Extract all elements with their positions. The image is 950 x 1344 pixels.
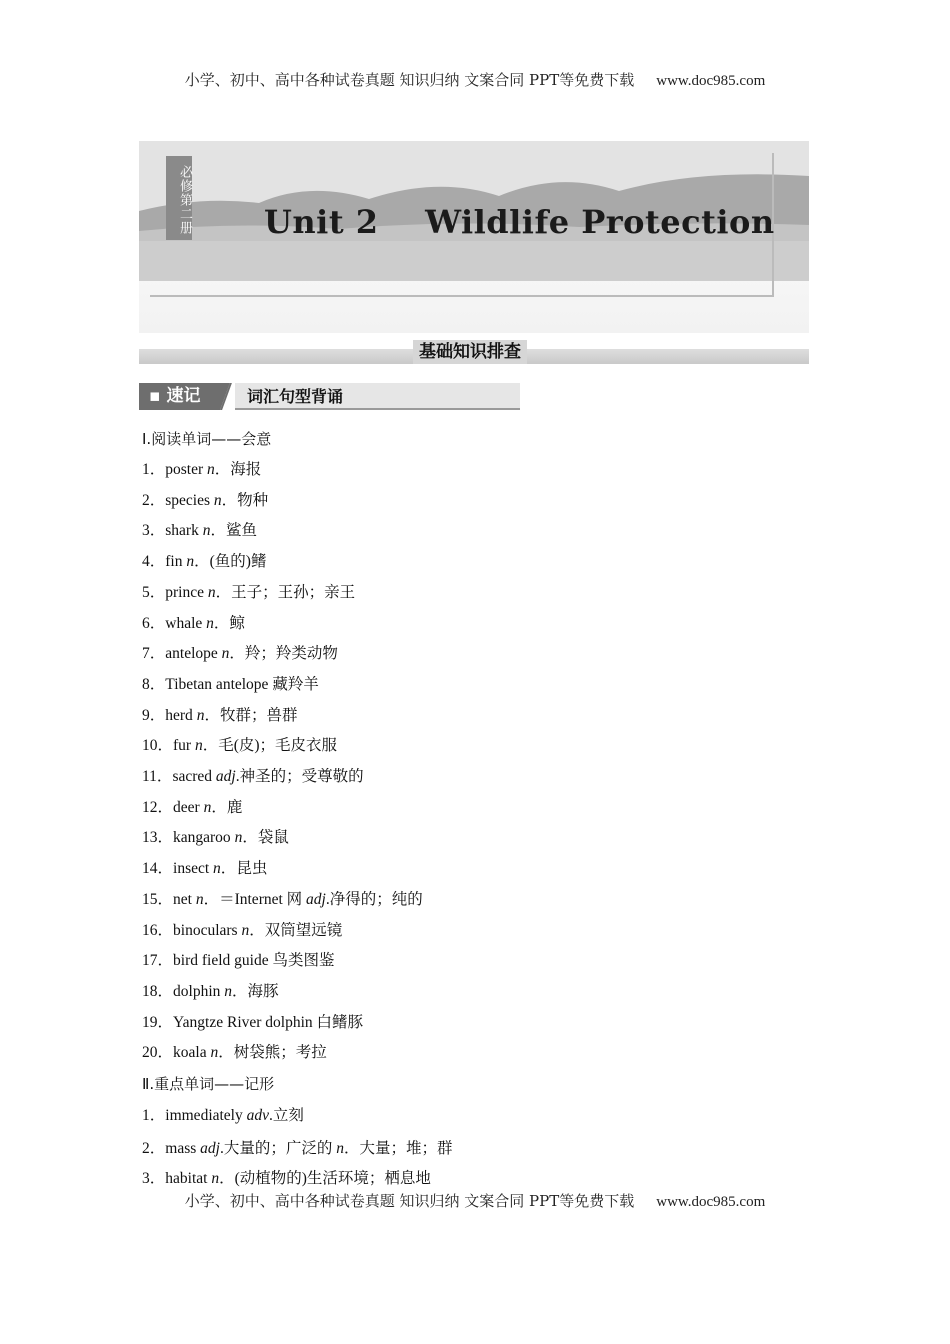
section-title: 基础知识排查 — [413, 340, 527, 364]
vocab-item — [142, 644, 338, 664]
part-of-speech: n — [213, 860, 221, 877]
item-number: 14． — [142, 860, 174, 877]
item-number: 5． — [142, 584, 166, 601]
item-word: shark — [165, 522, 203, 539]
item-meaning: 羚；羚类动物 — [244, 645, 338, 662]
part-of-speech: adj — [215, 768, 236, 785]
part-of-speech: n — [202, 522, 211, 539]
item-word: poster — [165, 461, 208, 478]
item-meaning: 袋鼠 — [257, 829, 289, 846]
unit-banner — [139, 141, 809, 333]
item-word: sacred — [172, 768, 216, 785]
part-of-speech: adj — [200, 1140, 220, 1157]
part-heading: Ⅰ.阅读单词——会意 — [142, 430, 272, 448]
separator: ． — [202, 737, 219, 754]
header-site: www.doc985.com — [656, 73, 766, 89]
vocab-item — [142, 921, 342, 941]
item-number: 3． — [142, 1170, 166, 1187]
item-word: bird field guide — [173, 952, 273, 969]
part-of-speech: n — [210, 1044, 219, 1061]
item-meaning-2: 净得的；纯的 — [329, 891, 423, 908]
part-of-speech: n — [203, 799, 212, 816]
part-of-speech: n — [195, 891, 204, 908]
item-word: dolphin — [173, 983, 225, 1000]
page-header — [0, 69, 950, 90]
item-number: 17． — [142, 952, 174, 969]
item-meaning: 毛(皮)；毛皮衣服 — [218, 737, 338, 754]
item-meaning: ＝Internet 网 — [219, 891, 307, 908]
separator: ． — [219, 1170, 235, 1187]
item-number: 1． — [142, 461, 166, 478]
item-word: koala — [173, 1044, 211, 1061]
item-meaning: 王子；王孙；亲王 — [231, 584, 356, 601]
vocab-item — [142, 982, 279, 1002]
separator: ． — [229, 645, 245, 662]
separator: ． — [242, 829, 258, 846]
part-of-speech: n — [207, 584, 216, 601]
item-number: 3． — [142, 522, 166, 539]
vocab-item — [142, 491, 268, 511]
item-word: immediately — [165, 1107, 247, 1124]
part-heading: Ⅱ.重点单词——记形 — [142, 1075, 275, 1093]
item-meaning: 海豚 — [247, 983, 279, 1000]
section-bar — [139, 342, 809, 364]
item-meaning: 鸟类图鉴 — [272, 952, 335, 969]
item-word: antelope — [165, 645, 222, 662]
vocab-item — [142, 1013, 363, 1033]
item-number: 13． — [142, 829, 174, 846]
separator-2: ． — [343, 1140, 360, 1157]
item-number: 15． — [142, 891, 174, 908]
vocab-item — [142, 1043, 327, 1063]
item-word: prince — [165, 584, 208, 601]
item-word: binoculars — [173, 922, 242, 939]
part-of-speech: n — [213, 492, 222, 509]
item-number: 9． — [142, 707, 166, 724]
item-word: species — [165, 492, 214, 509]
item-meaning: 鲸 — [229, 615, 245, 632]
separator: ． — [213, 615, 230, 632]
tab-label-quick-memo: ▪ 速记 — [139, 383, 231, 410]
part-of-speech: n — [207, 461, 215, 478]
item-number: 10． — [142, 737, 174, 754]
vocab-item — [142, 767, 364, 787]
vocab-item — [142, 1106, 304, 1126]
item-meaning: 藏羚羊 — [272, 676, 319, 693]
item-meaning: 立刻 — [272, 1107, 304, 1124]
part-of-speech: n — [224, 983, 233, 1000]
subsection-tab — [139, 383, 520, 411]
separator: ． — [249, 922, 265, 939]
item-word: herd — [165, 707, 197, 724]
item-number: 8． — [142, 676, 166, 693]
vocab-item — [142, 951, 334, 971]
vocab-item — [142, 706, 297, 726]
header-text: 小学、初中、高中各种试卷真题 知识归纳 文案合同 PPT等免费下载 — [184, 71, 635, 89]
item-word: net — [173, 891, 196, 908]
tab-label-vocabulary: 词汇句型背诵 — [235, 383, 520, 410]
vocab-item — [142, 890, 423, 910]
separator: . — [269, 1107, 273, 1124]
vocab-item — [142, 736, 337, 756]
footer-text: 小学、初中、高中各种试卷真题 知识归纳 文案合同 PPT等免费下载 — [184, 1192, 635, 1210]
item-number: 2． — [142, 492, 166, 509]
separator: ． — [210, 522, 226, 539]
item-word: Tibetan antelope — [165, 676, 273, 693]
part-of-speech: n — [206, 615, 214, 632]
item-number: 1． — [142, 1107, 166, 1124]
item-word: mass — [165, 1140, 201, 1157]
item-meaning: (动植物的)生活环境；栖息地 — [234, 1170, 431, 1187]
part-of-speech: n — [196, 707, 205, 724]
item-word: kangaroo — [173, 829, 235, 846]
item-word: deer — [173, 799, 204, 816]
item-meaning: 大量的；广泛的 — [223, 1140, 337, 1157]
vocab-item — [142, 521, 257, 541]
item-word: habitat — [165, 1170, 212, 1187]
item-word: fin — [165, 553, 187, 570]
vocab-item — [142, 1169, 431, 1189]
item-number: 4． — [142, 553, 166, 570]
item-word: Yangtze River dolphin — [173, 1014, 317, 1031]
separator: ． — [211, 799, 227, 816]
item-meaning: 物种 — [237, 492, 269, 509]
vocab-item — [142, 859, 267, 879]
item-meaning: 神圣的；受尊敬的 — [239, 768, 364, 785]
separator: ． — [215, 584, 232, 601]
part-of-speech: n — [234, 829, 243, 846]
item-word: insect — [173, 860, 214, 877]
separator: ． — [218, 1044, 234, 1061]
item-number: 11． — [142, 768, 173, 785]
item-number: 2． — [142, 1140, 166, 1157]
separator: ． — [214, 461, 231, 478]
part-of-speech: n — [186, 553, 195, 570]
item-number: 20． — [142, 1044, 174, 1061]
item-meaning: 海报 — [230, 461, 262, 478]
vocab-item — [142, 1139, 453, 1159]
item-number: 16． — [142, 922, 174, 939]
separator-2: . — [325, 891, 330, 908]
item-meaning: 树袋熊；考拉 — [233, 1044, 327, 1061]
footer-site: www.doc985.com — [656, 1194, 766, 1210]
part-of-speech: n — [241, 922, 250, 939]
vocab-item — [142, 583, 355, 603]
part-of-speech-2: adj — [306, 891, 326, 908]
separator: ． — [203, 891, 220, 908]
separator: ． — [221, 492, 238, 509]
item-meaning-2: 大量；堆；群 — [359, 1140, 453, 1157]
vocab-item — [142, 675, 319, 695]
separator: . — [219, 1140, 224, 1157]
vocab-item — [142, 552, 266, 572]
part-of-speech: adv — [246, 1107, 270, 1124]
item-meaning: 鲨鱼 — [225, 522, 257, 539]
item-number: 7． — [142, 645, 166, 662]
part-of-speech: n — [221, 645, 230, 662]
item-meaning: 白鳍豚 — [316, 1014, 364, 1031]
separator: ． — [220, 860, 237, 877]
item-number: 18． — [142, 983, 174, 1000]
volume-tag: 必修第二册 — [166, 156, 192, 240]
vocab-item — [142, 614, 245, 634]
part-of-speech-2: n — [336, 1140, 344, 1157]
separator: . — [235, 768, 240, 785]
item-number: 6． — [142, 615, 166, 632]
item-word: fur — [173, 737, 195, 754]
part-of-speech: n — [211, 1170, 220, 1187]
item-meaning: 昆虫 — [236, 860, 268, 877]
separator: ． — [204, 707, 220, 724]
vocab-item — [142, 798, 242, 818]
vocab-item — [142, 828, 289, 848]
part-of-speech: n — [194, 737, 203, 754]
item-word: whale — [165, 615, 207, 632]
item-meaning: 牧群；兽群 — [219, 707, 298, 724]
item-meaning: (鱼的)鳍 — [209, 553, 267, 570]
vocab-item — [142, 460, 261, 480]
separator: ． — [232, 983, 248, 1000]
item-number: 19． — [142, 1014, 174, 1031]
item-number: 12． — [142, 799, 174, 816]
separator: ． — [194, 553, 210, 570]
item-meaning: 双筒望远镜 — [264, 922, 343, 939]
unit-title: Unit 2 Wildlife Protection — [264, 203, 775, 241]
item-meaning: 鹿 — [226, 799, 243, 816]
page-footer — [0, 1190, 950, 1211]
